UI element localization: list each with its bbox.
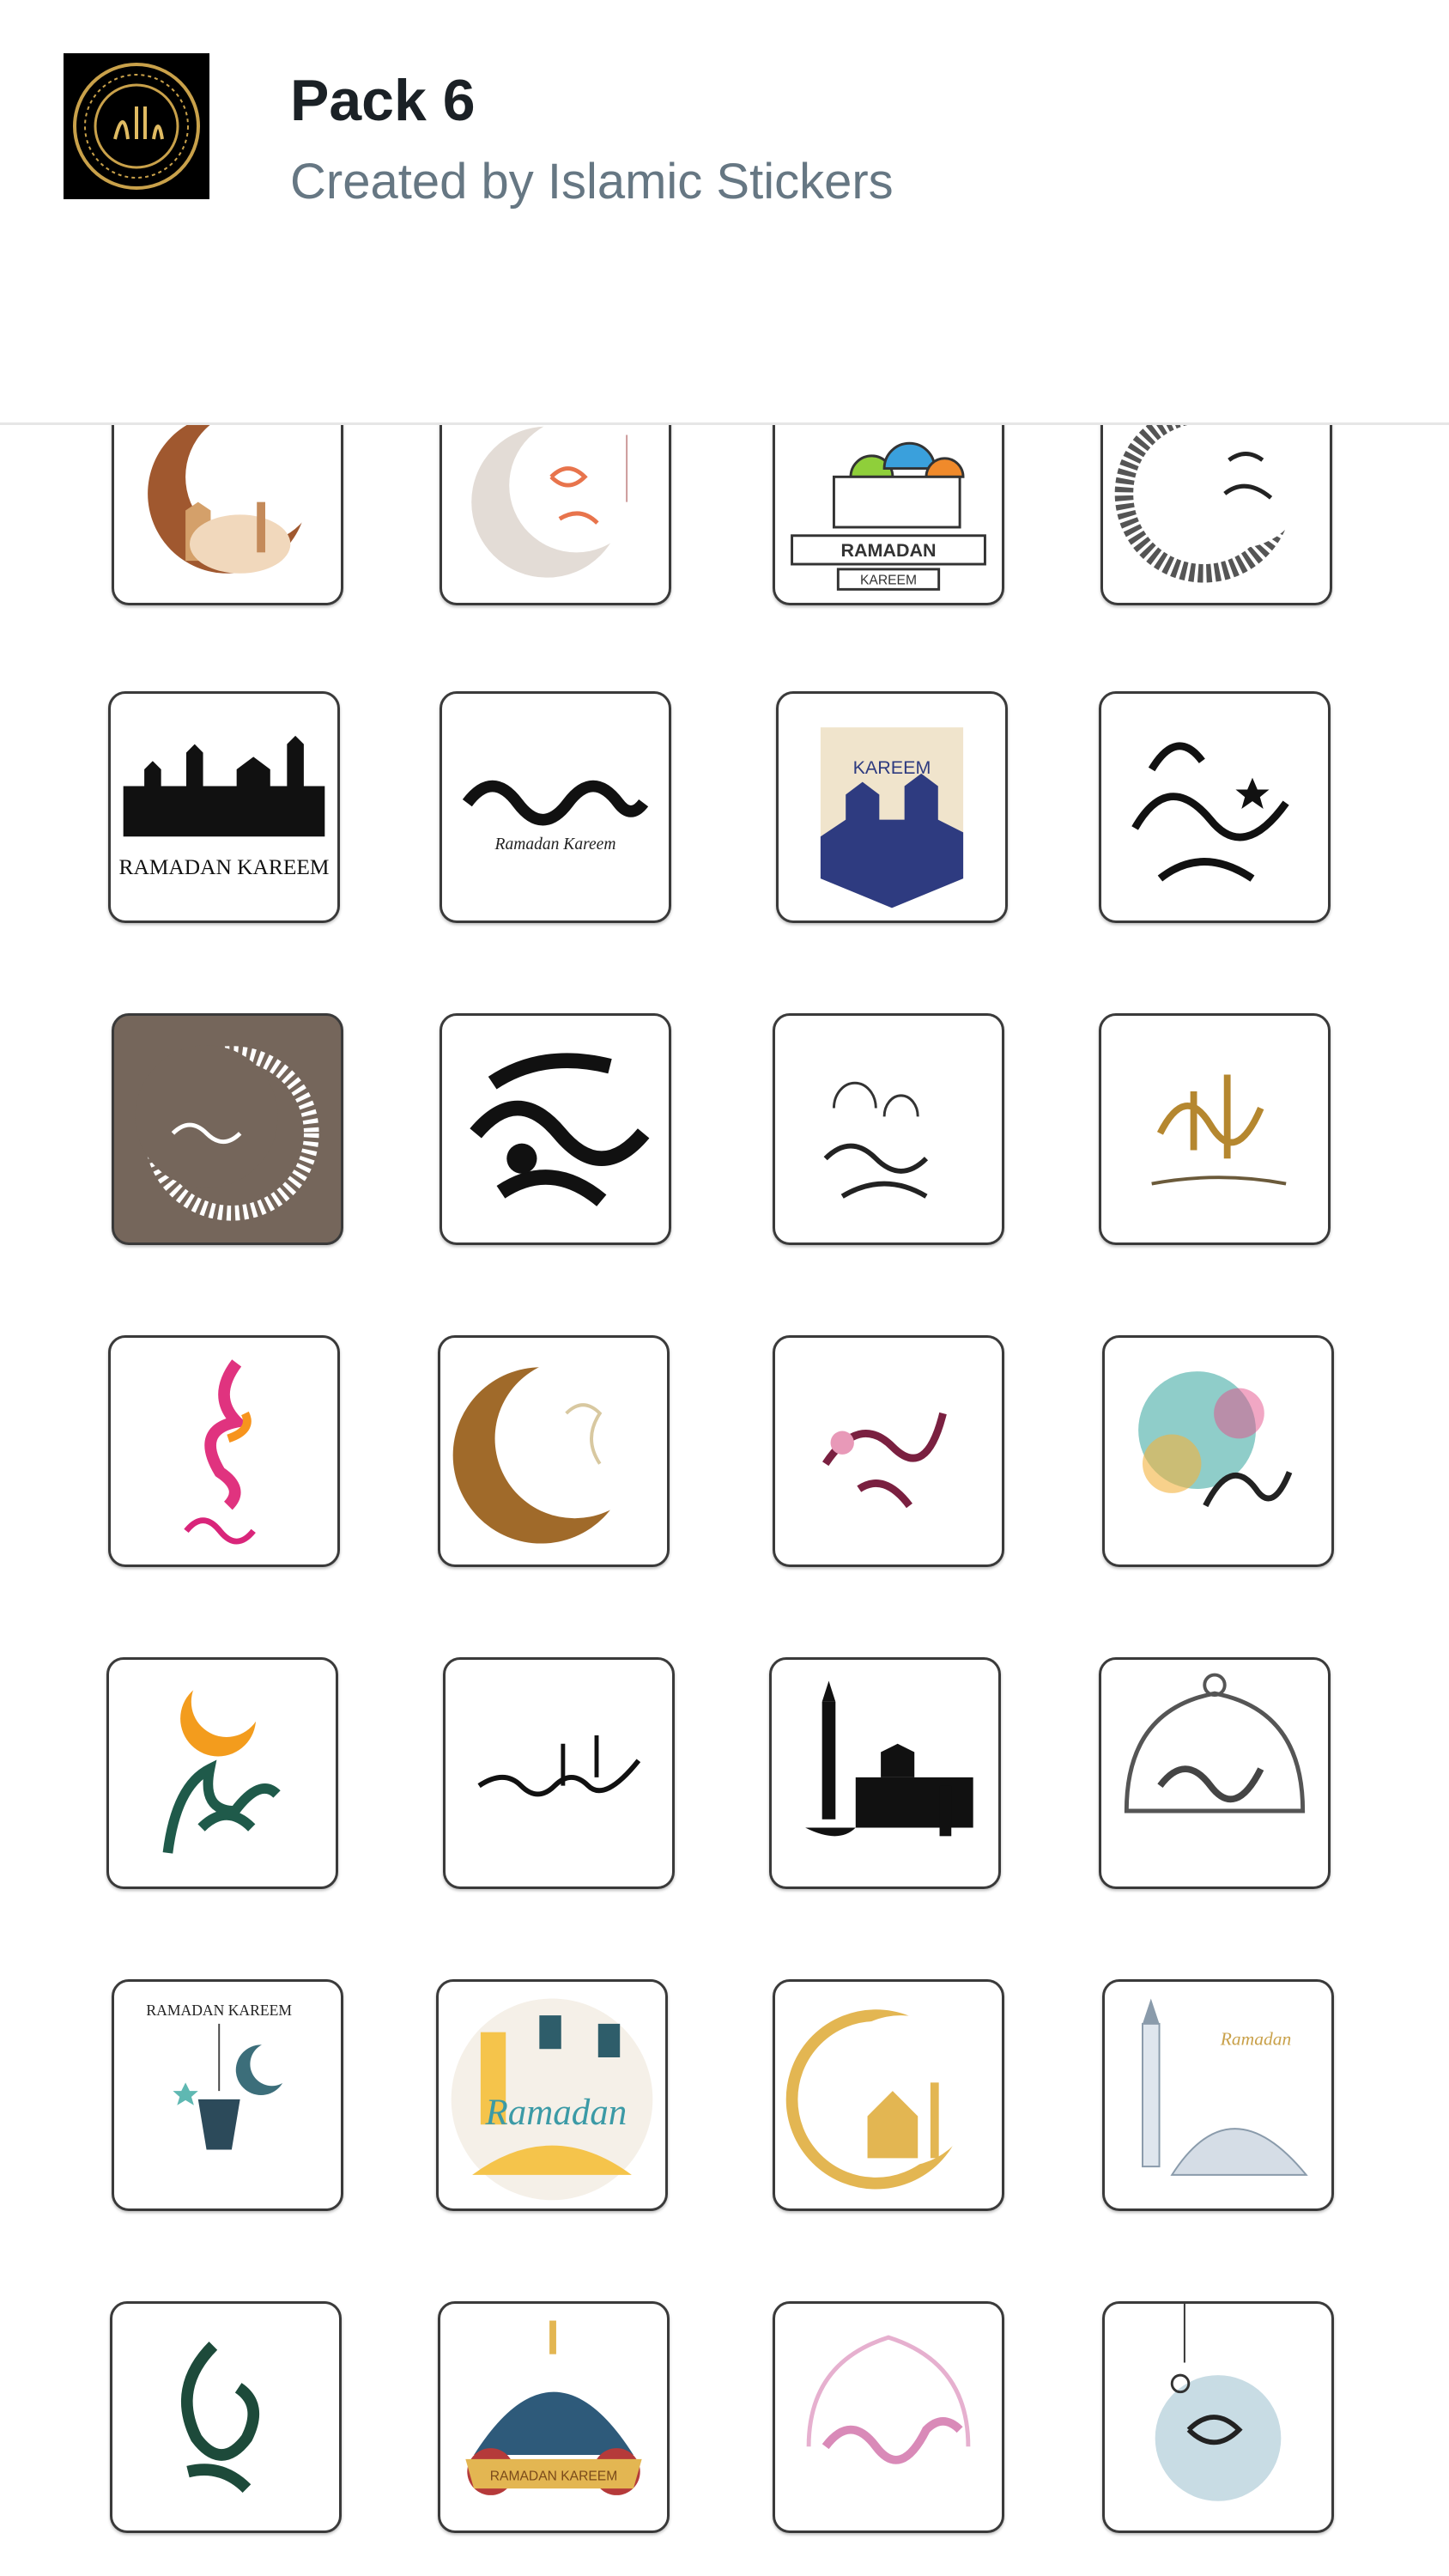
allah-calligraphy-icon bbox=[64, 53, 209, 199]
ramadan-ornament-hanging-sticker[interactable] bbox=[1102, 2301, 1334, 2533]
ramadan-brown-floral-crescent-sticker[interactable] bbox=[112, 1013, 343, 1245]
ramadan-watercolor-pattern-sticker[interactable] bbox=[1102, 1335, 1334, 1567]
ramadan-mubarak-domes-sticker[interactable] bbox=[773, 1013, 1004, 1245]
calligraphy-caption: Ramadan Kareem bbox=[494, 835, 616, 854]
ramadan-gold-crescent-mosque-sticker[interactable] bbox=[773, 1979, 1004, 2211]
ramadan-kareem-black-script-sticker[interactable] bbox=[443, 1657, 675, 1889]
mosque-crescent-sticker[interactable] bbox=[112, 425, 343, 605]
ramadan-pink-brush-calligraphy-sticker[interactable] bbox=[773, 1335, 1004, 1567]
pack-header bbox=[0, 0, 1449, 422]
lantern-caption: RAMADAN KAREEM bbox=[146, 2002, 293, 2020]
ramadan-kareem-pink-calligraphy-sticker[interactable] bbox=[108, 1335, 340, 1567]
ramadan-kareem-crescent-sticker[interactable] bbox=[440, 425, 671, 605]
ramadan-black-calligraphy-sticker[interactable] bbox=[440, 1013, 671, 1245]
ramadan-kareem-lantern-sticker[interactable] bbox=[112, 1979, 343, 2211]
ramadan-mubarak-floral-crescent-sticker[interactable] bbox=[1100, 425, 1332, 605]
ramadan-kareem-pennant-sticker[interactable] bbox=[776, 691, 1008, 923]
pack-author: Created by Islamic Stickers bbox=[290, 154, 894, 210]
banner-text: RAMADAN bbox=[840, 540, 937, 562]
ramadan-mubarak-gold-calligraphy-sticker[interactable] bbox=[1099, 1013, 1331, 1245]
minaret-caption: Ramadan bbox=[1220, 2028, 1292, 2050]
ramadan-lanterns-domes-sticker[interactable] bbox=[436, 1979, 668, 2211]
ramadan-kareem-mosque-banner-sticker[interactable] bbox=[773, 425, 1004, 605]
banner-subtext: KAREEM bbox=[860, 573, 917, 588]
ramadan-kareem-dome-outline-sticker[interactable] bbox=[1099, 1657, 1331, 1889]
ramadan-green-crescent-calligraphy-sticker[interactable] bbox=[106, 1657, 338, 1889]
skyline-caption: RAMADAN KAREEM bbox=[118, 855, 330, 880]
ramadan-kareem-calligraphy-sticker[interactable] bbox=[440, 691, 671, 923]
golden-crescent-sticker[interactable] bbox=[438, 1335, 670, 1567]
lanterns-caption: Ramadan bbox=[485, 2093, 627, 2134]
ramadan-green-calligraphy-sticker[interactable] bbox=[110, 2301, 342, 2533]
sticker-grid bbox=[0, 425, 1449, 2576]
ramadan-kareem-pastel-calligraphy-sticker[interactable] bbox=[773, 2301, 1004, 2533]
ramadan-kareem-minaret-dome-sticker[interactable] bbox=[1102, 1979, 1334, 2211]
ramadan-kareem-dome-ribbon-sticker[interactable] bbox=[438, 2301, 670, 2533]
ramadan-kareem-star-calligraphy-sticker[interactable] bbox=[1099, 691, 1331, 923]
ramadan-kareem-skyline-sticker[interactable] bbox=[108, 691, 340, 923]
pack-title: Pack 6 bbox=[290, 68, 476, 133]
ramadan-minaret-calligraphy-sticker[interactable] bbox=[769, 1657, 1001, 1889]
pennant-text: KAREEM bbox=[852, 756, 931, 778]
ribbon-text: RAMADAN KAREEM bbox=[489, 2469, 618, 2484]
